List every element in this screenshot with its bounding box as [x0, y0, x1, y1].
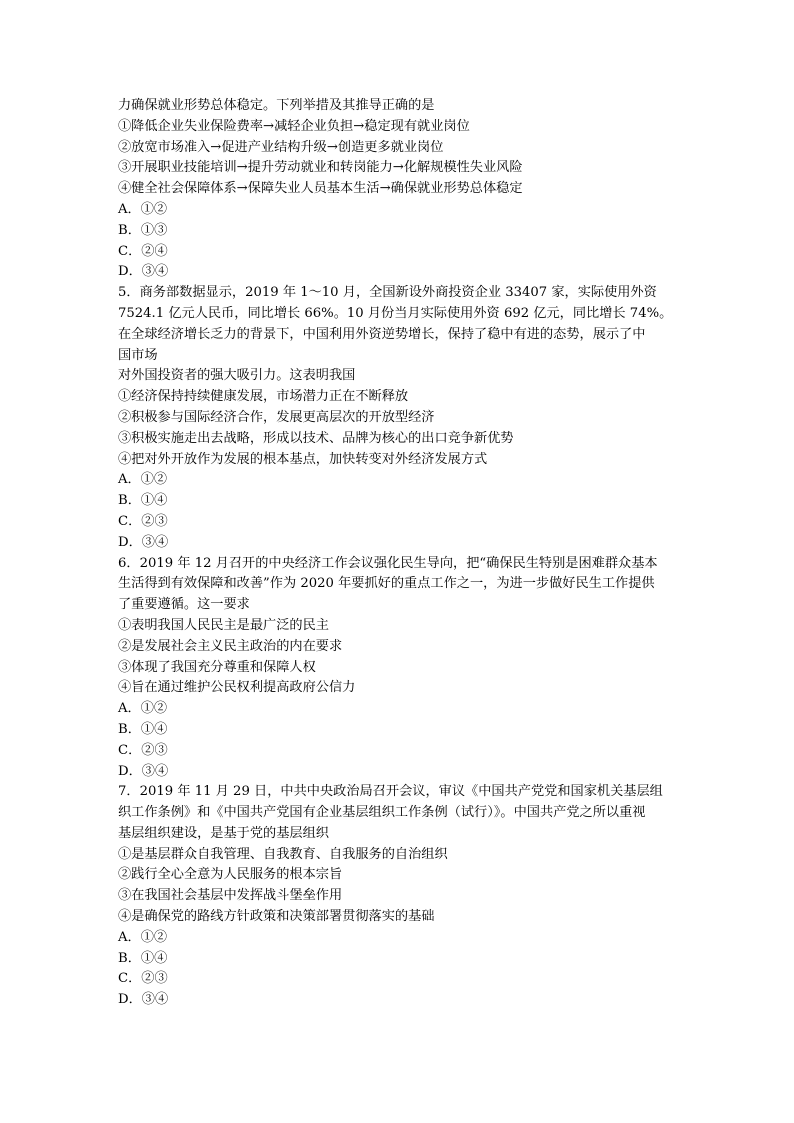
choice-d: D．③④ [118, 763, 169, 779]
statement-2: ②积极参与国际经济合作，发展更高层次的开放型经济 [118, 409, 435, 425]
statement-3: ③积极实施走出去战略，形成以技术、品牌为核心的出口竞争新优势 [118, 430, 514, 446]
question-stem-line: 对外国投资者的强大吸引力。这表明我国 [118, 368, 356, 384]
question-stem-line: 6．2019 年 12 月召开的中央经济工作会议强化民生导向，把“确保民生特别是困难群众基本 [118, 555, 658, 571]
statement-4: ④旨在通过维护公民权利提高政府公信力 [118, 680, 356, 696]
statement-2: ②践行全心全意为人民服务的根本宗旨 [118, 867, 343, 883]
choice-a: A．①② [118, 929, 168, 945]
statement-1: ①表明我国人民民主是最广泛的民主 [118, 617, 329, 633]
question-stem-line: 7．2019 年 11 月 29 日，中共中央政治局召开会议，审议《中国共产党党和国家机关基层组 [118, 784, 663, 800]
statement-1: ①降低企业失业保险费率→减轻企业负担→稳定现有就业岗位 [118, 118, 470, 134]
statement-3: ③开展职业技能培训→提升劳动就业和转岗能力→化解规模性失业风险 [118, 160, 523, 176]
question-7 [118, 782, 678, 1011]
question-stem-line: 国市场 [118, 347, 158, 363]
choice-d: D．③④ [118, 534, 169, 550]
statement-2: ②是发展社会主义民主政治的内在要求 [118, 638, 343, 654]
question-stem-line: 在全球经济增长乏力的背景下，中国利用外资逆势增长，保持了稳中有进的态势，展示了中 [118, 326, 646, 342]
choice-c: C．②③ [118, 513, 168, 529]
question-stem-line: 织工作条例》和《中国共产党国有企业基层组织工作条例（试行）》。中国共产党之所以重视 [118, 805, 646, 821]
statement-3: ③体现了我国充分尊重和保障人权 [118, 659, 316, 675]
choice-b: B．①④ [118, 721, 168, 737]
statement-3: ③在我国社会基层中发挥战斗堡垒作用 [118, 888, 343, 904]
question-stem-line: 生活得到有效保障和改善”作为 2020 年要抓好的重点工作之一，为进一步做好民生工作提供 [118, 576, 655, 592]
question-stem-line: 了重要遵循。这一要求 [118, 597, 250, 613]
question-6 [118, 554, 678, 783]
statement-4: ④是确保党的路线方针政策和决策部署贯彻落实的基础 [118, 909, 435, 925]
question-stem-line: 7524.1 亿元人民币，同比增长 66%。10 月份当月实际使用外资 692 亿元，同比增长 74%。 [118, 305, 673, 321]
question-stem-line: 基层组织建设，是基于党的基层组织 [118, 825, 329, 841]
statement-2: ②放宽市场准入→促进产业结构升级→创造更多就业岗位 [118, 139, 444, 155]
choice-a: A．①② [118, 201, 168, 217]
choice-c: C．②③ [118, 971, 168, 987]
question-4 [118, 96, 678, 283]
statement-4: ④健全社会保障体系→保障失业人员基本生活→确保就业形势总体稳定 [118, 181, 523, 197]
choice-d: D．③④ [118, 992, 169, 1008]
choice-a: A．①② [118, 472, 168, 488]
statement-1: ①经济保持持续健康发展，市场潜力正在不断释放 [118, 389, 409, 405]
question-stem-line: 5．商务部数据显示，2019 年 1～10 月，全国新设外商投资企业 33407 家，实际使用外资 [118, 285, 657, 301]
question-5 [118, 283, 678, 553]
choice-a: A．①② [118, 701, 168, 717]
choice-b: B．①④ [118, 493, 168, 509]
choice-c: C．②③ [118, 742, 168, 758]
choice-d: D．③④ [118, 264, 169, 280]
exam-page [118, 96, 678, 1011]
statement-1: ①是基层群众自我管理、自我教育、自我服务的自治组织 [118, 846, 448, 862]
choice-b: B．①③ [118, 222, 168, 238]
statement-4: ④把对外开放作为发展的根本基点，加快转变对外经济发展方式 [118, 451, 488, 467]
choice-b: B．①④ [118, 950, 168, 966]
question-stem: 力确保就业形势总体稳定。下列举措及其推导正确的是 [118, 98, 435, 113]
choice-c: C．②④ [118, 243, 168, 259]
